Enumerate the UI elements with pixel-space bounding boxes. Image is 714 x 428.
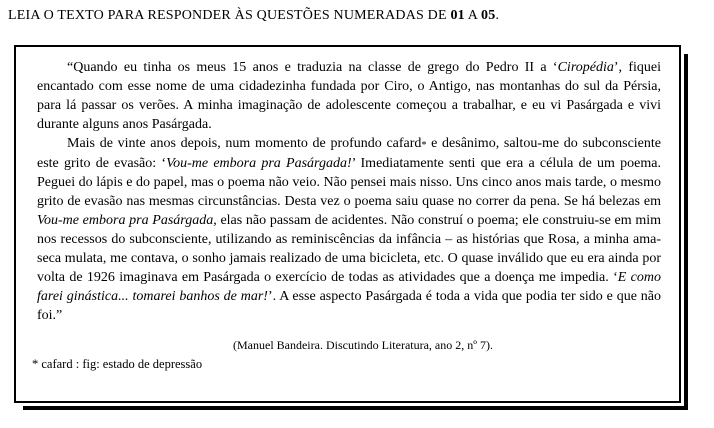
p2-quote-pasargada-1: Vou-me embora pra Pasárgada! [166, 156, 352, 171]
p1-text: “Quando eu tinha os meus 15 anos e traduzia na classe de grego do Pedro II a ‘ [67, 60, 558, 75]
paragraph-1 [37, 58, 661, 134]
p1-title-ciropedia: Ciropédia [557, 60, 614, 75]
question-range-start: 01 [450, 8, 465, 23]
instruction-text: LEIA O TEXTO PARA RESPONDER ÀS QUESTÕES NUMERADAS DE [8, 8, 451, 23]
footnote-definition: * cafard : fig: estado de depressão [32, 357, 203, 371]
p2-quote-ginastica: E como farei ginástica... tomarei banhos de mar! [37, 270, 661, 304]
source-attribution: (Manuel Bandeira. Discutindo Literatura, ano 2, nº 7). [233, 338, 493, 352]
p2-text: Mais de vinte anos depois, num momento de profundo cafard [67, 136, 422, 151]
p1-text-cont: ’, fiquei encantado com esse nome de uma cidadezinha fundada por Ciro, o Antigo, nas montanhas do sul da Pérsia, para lá passar os verões. A minha imaginação de adolescente começou a trabalhar, e eu vi Pasárgada e vivi durante alguns anos Pasárgada. [37, 60, 661, 132]
question-range-end: 05 [481, 8, 496, 23]
p2-text-cont-3: , elas não passam de acidentes. Não construí o poema; ele construiu-se em mim nos recessos do subconsciente, utilizando as reminiscências da infância – as histórias que Rosa, a minha ama-seca mulata, me contava, o sonho jamais realizado de uma bicicleta, etc. O quase inválido que eu era ainda por volta de 1926 imaginava em Pasárgada o exercício de todas as atividades que a doença me impedia. ‘ [37, 213, 661, 285]
reading-text-container [14, 45, 681, 403]
footnote-asterisk-marker: * [421, 140, 427, 151]
p2-text-end: ’. A esse aspecto Pasárgada é toda a vida que podia ter sido e que não foi.” [37, 289, 662, 323]
reading-text-box [14, 45, 681, 403]
p2-text-cont-1: e desânimo, saltou-me do subconsciente este grito de evasão: ‘ [37, 136, 662, 171]
instruction-header [8, 7, 499, 25]
instruction-period: . [495, 8, 500, 23]
p2-quote-pasargada-2: Vou-me embora pra Pasárgada [37, 213, 214, 228]
paragraph-2 [37, 134, 661, 325]
p2-text-cont-2: ’ Imediatamente senti que era a célula de um poema. Peguei do lápis e do papel, mas o poema não veio. Não pensei mais nisso. Uns cinco anos mais tarde, o mesmo grito de evasão nas mesmas circunstâncias. Desta vez o poema saiu quase no correr da pena. Se há belezas em [37, 156, 662, 209]
instruction-connector: A [464, 8, 482, 23]
